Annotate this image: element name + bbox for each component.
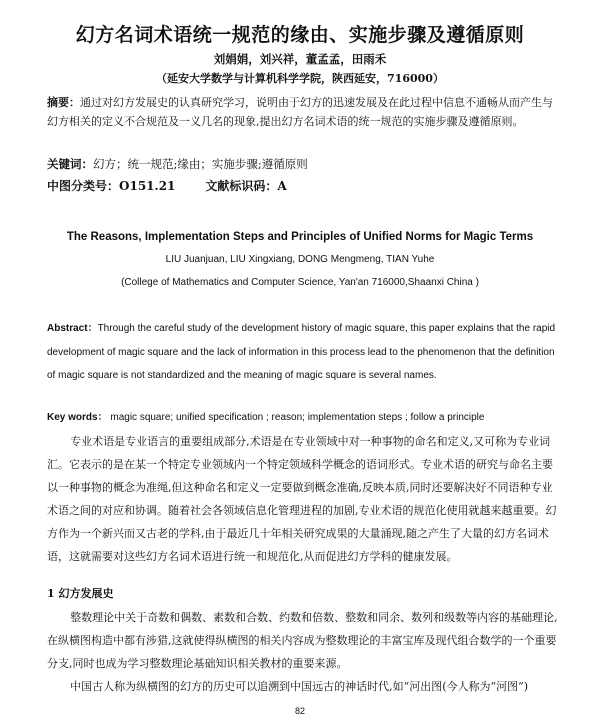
- english-abstract-label: Abstract：: [47, 323, 98, 334]
- chinese-keywords: [47, 155, 559, 173]
- chinese-abstract: [47, 93, 559, 131]
- chinese-abstract-text: 通过对幻方发展史的认真研究学习，说明由于幻方的迅速发展及在此过程中信息不通畅从而产生与幻方相关的定义不合规范及一义几名的现象,提出幻方名词术语的统一规范的实施步骤及遵循原则。: [47, 96, 553, 128]
- chinese-keywords-text: 幻方；统一规范;缘由；实施步骤;遵循原则: [93, 157, 308, 171]
- english-keywords-text: magic square; unified specification ; reason; implementation steps ; follow a principle: [110, 412, 485, 423]
- english-keywords-label: Key words：: [47, 412, 108, 423]
- chinese-title: 幻方名词术语统一规范的缘由、实施步骤及遵循原则: [75, 24, 525, 46]
- classification-line: [47, 176, 559, 196]
- chinese-abstract-label: 摘要：: [47, 96, 80, 109]
- english-authors: LIU Juanjuan, LIU Xingxiang, DONG Mengmeng, TIAN Yuhe: [165, 254, 435, 265]
- english-affiliation: (College of Mathematics and Computer Science, Yan'an 716000,Shaanxi China ): [121, 277, 479, 288]
- doc-code-label: 文献标识码：: [205, 179, 278, 193]
- body-paragraph-2: 整数理论中关于奇数和偶数、素数和合数、约数和倍数、整数和同余、数列和级数等内容的基础理论,在纵横图构造中都有涉猎,这就使得纵横图的相关内容成为整数理论的丰富宝库及现代组合数学的一个重要分支,同时也成为学习整数理论基础知识相关教材的重要来源。: [47, 611, 558, 670]
- page-number: 82: [294, 706, 305, 716]
- chinese-keywords-label: 关键词：: [47, 157, 93, 171]
- english-abstract: [47, 317, 559, 388]
- chinese-affiliation: （延安大学数学与计算机科学学院，陕西延安，716000）: [156, 72, 444, 85]
- clc-value: O151.21: [119, 179, 176, 193]
- english-title: The Reasons, Implementation Steps and Principles of Unified Norms for Magic Terms: [66, 231, 534, 243]
- body-paragraph-1: 专业术语是专业语言的重要组成部分,术语是在专业领域中对一种事物的命名和定义,又可称为专业词汇。它表示的是在某一个特定专业领域内一个特定领域科学概念的语词形式。专业术语的研究与命名主要以一种事物的概念为准绳,但这种命名和定义一定要做到概念准确,反映本质,同时还要解决好不同语种专业术语之间的对应和协调。随着社会各领域信息化管理进程的加剧,专业术语的规范化使用就越来越重要。幻方作为一个新兴而又古老的学科,由于最近几十年相关研究成果的大量涌现,随之产生了大量的幻方名词术语，这就需要对这些幻方名词术语进行统一和规范化,从而促进幻方学科的健康发展。: [47, 435, 557, 563]
- body-paragraph-3: 中国古人称为纵横图的幻方的历史可以追溯到中国远古的神话时代,如“河出图(今人称为“河图”): [70, 680, 529, 693]
- english-keywords: [47, 409, 559, 427]
- english-abstract-text: Through the careful study of the development history of magic square, this paper explains that the rapid development of magic square and the lack of information in this process lead to the phenomenon that the definition of magic square is not standardized and the meaning of magic square is several names.: [47, 323, 556, 381]
- doc-code-value: A: [277, 179, 287, 193]
- clc-label: 中图分类号：: [47, 179, 120, 193]
- section-heading-1: 1 幻方发展史: [47, 587, 114, 600]
- chinese-authors: 刘娟娟，刘兴祥，董孟孟，田雨禾: [213, 52, 387, 66]
